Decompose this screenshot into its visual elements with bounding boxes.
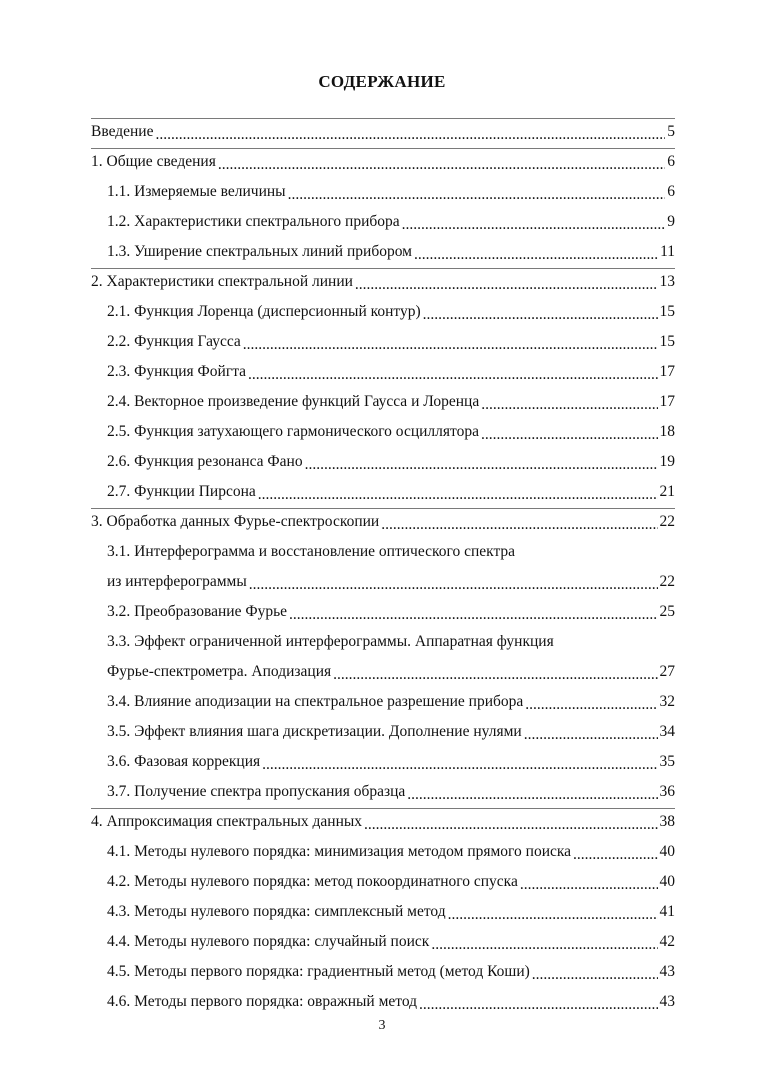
toc-entry-label: 4.4. Методы нулевого порядка: случайный поиск xyxy=(107,933,430,950)
toc-leader-dots xyxy=(364,813,657,837)
toc-entry-page: 22 xyxy=(659,573,675,590)
toc-entry-page: 5 xyxy=(667,123,675,140)
toc-entry xyxy=(91,208,675,238)
toc-entry xyxy=(91,778,675,808)
toc-leader-dots xyxy=(524,723,658,747)
toc-entry-label: 3.3. Эффект ограниченной интерферограммы. Аппаратная функция xyxy=(107,633,554,650)
toc-leader-dots xyxy=(481,423,658,447)
toc-entry xyxy=(91,328,675,358)
toc-entry xyxy=(91,838,675,868)
toc-entry-page: 22 xyxy=(659,513,675,530)
page-number: 3 xyxy=(378,1018,386,1033)
toc-leader-dots xyxy=(448,903,658,927)
toc-entry xyxy=(91,598,675,628)
toc-leader-dots xyxy=(258,483,658,507)
toc-entry xyxy=(91,628,675,658)
toc-entry-label: 2.7. Функции Пирсона xyxy=(107,483,256,500)
toc-entry-page: 18 xyxy=(659,423,675,440)
toc-entry xyxy=(91,688,675,718)
toc-entry-page: 36 xyxy=(659,783,675,800)
toc-entry xyxy=(91,718,675,748)
toc-entry-page: 41 xyxy=(659,903,675,920)
toc-entry xyxy=(91,298,675,328)
toc-entry-page: 15 xyxy=(659,333,675,350)
toc-entry-page: 38 xyxy=(659,813,675,830)
toc-entry-page: 17 xyxy=(659,363,675,380)
toc-entry-label: из интерферограммы xyxy=(107,573,247,590)
toc-leader-dots xyxy=(573,843,657,867)
toc-entry xyxy=(91,538,675,568)
toc-entry-page: 21 xyxy=(659,483,675,500)
toc-leader-dots xyxy=(333,663,657,687)
toc-entry-page: 9 xyxy=(667,213,675,230)
toc-entry xyxy=(91,178,675,208)
toc-entry xyxy=(91,508,675,538)
toc-entry-page: 13 xyxy=(659,273,675,290)
toc-entry xyxy=(91,928,675,958)
toc-entry xyxy=(91,418,675,448)
toc-leader-dots xyxy=(481,393,657,417)
toc-leader-dots xyxy=(419,993,657,1017)
toc-leader-dots xyxy=(381,513,657,537)
toc-leader-dots xyxy=(155,123,665,147)
toc-entry-label: 2.2. Функция Гаусса xyxy=(107,333,241,350)
toc-entry-label: 3.5. Эффект влияния шага дискретизации. Дополнение нулями xyxy=(107,723,522,740)
toc-entry xyxy=(91,658,675,688)
toc-leader-dots xyxy=(305,453,658,477)
toc-leader-dots xyxy=(243,333,658,357)
toc-leader-dots xyxy=(407,783,657,807)
toc-entry xyxy=(91,118,675,148)
toc-entry-label: 4.5. Методы первого порядка: градиентный метод (метод Коши) xyxy=(107,963,530,980)
toc-entry-label: 2.4. Векторное произведение функций Гаусса и Лоренца xyxy=(107,393,480,410)
toc-entry-label: 4.2. Методы нулевого порядка: метод покоординатного спуска xyxy=(107,873,518,890)
toc-leader-dots xyxy=(248,363,657,387)
toc-entry-label: Фурье-спектрометра. Аподизация xyxy=(107,663,332,680)
toc-entry xyxy=(91,448,675,478)
toc-entry xyxy=(91,148,675,178)
toc-entry xyxy=(91,958,675,988)
toc-entry-page: 42 xyxy=(659,933,675,950)
toc-entry-label: 4. Аппроксимация спектральных данных xyxy=(91,813,363,830)
toc-entry-page: 35 xyxy=(659,753,675,770)
toc-entry xyxy=(91,388,675,418)
toc-entry-page: 32 xyxy=(659,693,675,710)
toc-entry-page: 19 xyxy=(659,453,675,470)
toc-entry-page: 17 xyxy=(659,393,675,410)
toc-entry-label: 4.3. Методы нулевого порядка: симплексный метод xyxy=(107,903,446,920)
toc-entry xyxy=(91,748,675,778)
toc-leader-dots xyxy=(525,693,657,717)
toc-leader-dots xyxy=(414,243,658,267)
toc-entry-page: 43 xyxy=(659,963,675,980)
table-of-contents xyxy=(91,118,675,1018)
toc-entry xyxy=(91,988,675,1018)
toc-entry-label: 3.7. Получение спектра пропускания образца xyxy=(107,783,406,800)
toc-entry-label: 1.3. Уширение спектральных линий прибором xyxy=(107,243,412,260)
toc-entry-label: 1. Общие сведения xyxy=(91,153,216,170)
toc-entry xyxy=(91,478,675,508)
toc-entry-label: 3.4. Влияние аподизации на спектральное разрешение прибора xyxy=(107,693,524,710)
toc-leader-dots xyxy=(289,603,657,627)
toc-entry-label: 2.6. Функция резонанса Фано xyxy=(107,453,303,470)
toc-entry-page: 34 xyxy=(659,723,675,740)
toc-leader-dots xyxy=(288,183,666,207)
toc-entry xyxy=(91,238,675,268)
toc-entry-label: 3.6. Фазовая коррекция xyxy=(107,753,261,770)
toc-entry-label: 2.5. Функция затухающего гармонического осциллятора xyxy=(107,423,479,440)
toc-entry-label: 4.1. Методы нулевого порядка: минимизация методом прямого поиска xyxy=(107,843,572,860)
toc-entry-page: 27 xyxy=(659,663,675,680)
toc-entry-page: 25 xyxy=(659,603,675,620)
toc-entry-label: 2.1. Функция Лоренца (дисперсионный контур) xyxy=(107,303,421,320)
toc-leader-dots xyxy=(402,213,666,237)
toc-entry-label: 4.6. Методы первого порядка: овражный метод xyxy=(107,993,418,1010)
toc-leader-dots xyxy=(249,573,658,597)
toc-leader-dots xyxy=(262,753,657,777)
toc-entry-label: 3.1. Интерферограмма и восстановление оптического спектра xyxy=(107,543,516,560)
toc-entry-label: 2. Характеристики спектральной линии xyxy=(91,273,353,290)
toc-entry xyxy=(91,868,675,898)
toc-entry xyxy=(91,568,675,598)
toc-leader-dots xyxy=(532,963,658,987)
toc-entry-label: 3. Обработка данных Фурье-спектроскопии xyxy=(91,513,380,530)
toc-leader-dots xyxy=(355,273,658,297)
toc-entry-label: 1.2. Характеристики спектрального прибора xyxy=(107,213,400,230)
toc-leader-dots xyxy=(423,303,658,327)
toc-entry-page: 6 xyxy=(667,153,675,170)
toc-entry-page: 11 xyxy=(660,243,675,260)
page-title: СОДЕРЖАНИЕ xyxy=(318,72,446,91)
toc-entry xyxy=(91,808,675,838)
toc-entry xyxy=(91,358,675,388)
toc-leader-dots xyxy=(431,933,657,957)
toc-entry-page: 6 xyxy=(667,183,675,200)
toc-entry-label: 1.1. Измеряемые величины xyxy=(107,183,286,200)
toc-entry-label: 3.2. Преобразование Фурье xyxy=(107,603,288,620)
toc-entry-page: 40 xyxy=(659,843,675,860)
toc-entry-page: 40 xyxy=(659,873,675,890)
toc-entry-page: 43 xyxy=(659,993,675,1010)
toc-entry-label: Введение xyxy=(91,123,154,140)
toc-entry-label: 2.3. Функция Фойгта xyxy=(107,363,247,380)
toc-leader-dots xyxy=(520,873,658,897)
toc-entry xyxy=(91,898,675,928)
toc-leader-dots xyxy=(218,153,665,177)
toc-entry-page: 15 xyxy=(659,303,675,320)
toc-entry xyxy=(91,268,675,298)
